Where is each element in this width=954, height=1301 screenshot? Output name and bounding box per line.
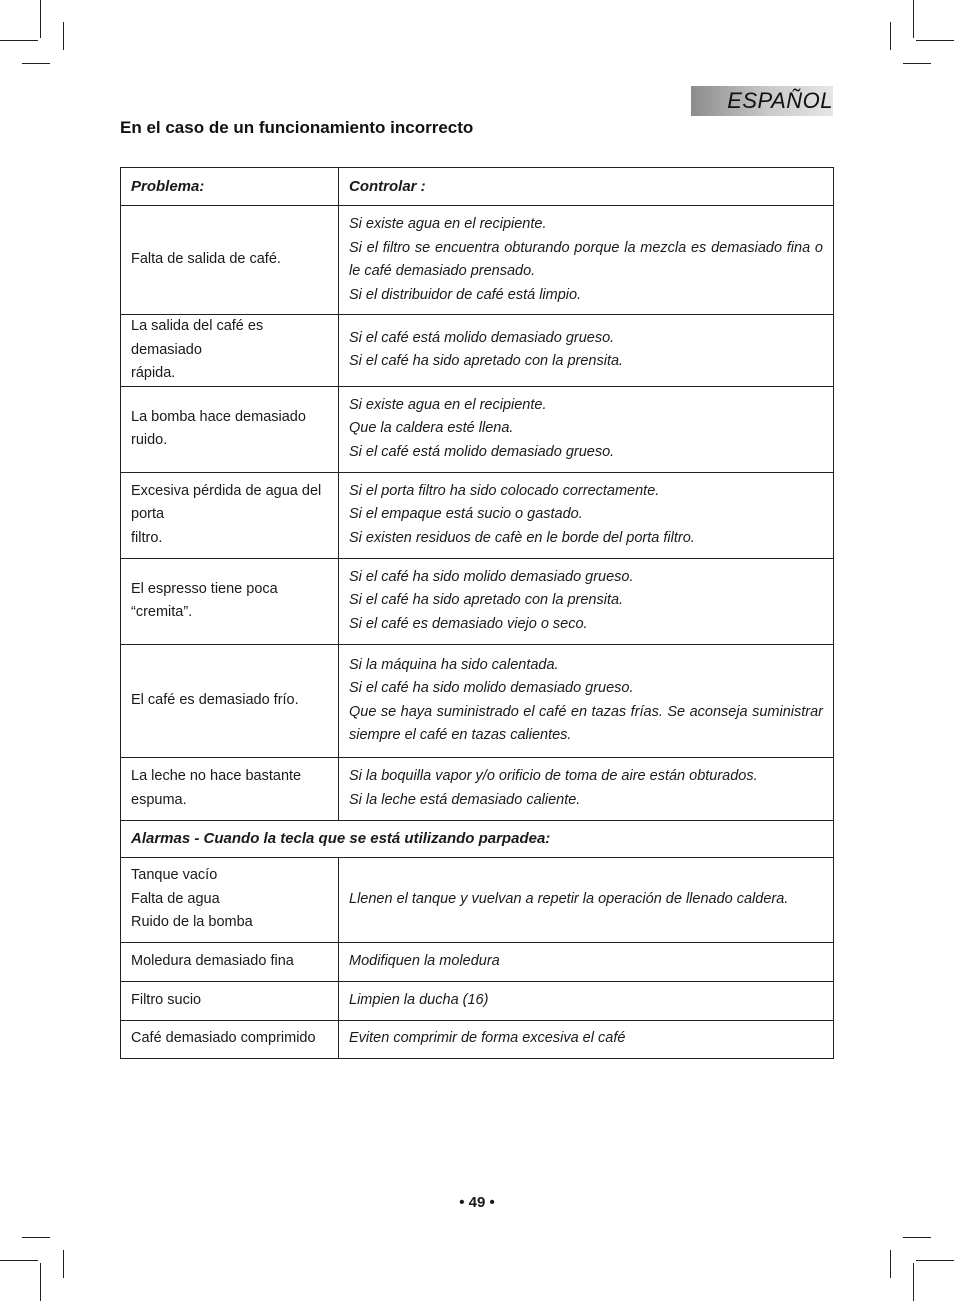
- problem-cell-line: La bomba hace demasiado ruido.: [131, 408, 306, 448]
- alarm-check-cell: [339, 1020, 834, 1058]
- alarm-problem-cell-line: Filtro sucio: [131, 991, 202, 1008]
- table-row: [121, 472, 834, 558]
- check-cell-line: Si el distribuidor de café está limpio.: [349, 286, 582, 303]
- alarm-check-cell: [339, 981, 834, 1020]
- check-cell-line: Si existen residuos de cafè en le borde del porta filtro.: [349, 529, 695, 546]
- crop-mark: [63, 1250, 64, 1278]
- table-row: [121, 206, 834, 315]
- alarm-check-cell: [339, 942, 834, 981]
- alarm-problem-cell: [121, 981, 339, 1020]
- alarm-row: [121, 981, 834, 1020]
- check-cell-line: Si el porta filtro ha sido colocado correctamente.: [349, 482, 660, 499]
- header-problem: Problema:: [121, 168, 339, 206]
- check-cell: [339, 558, 834, 644]
- crop-mark: [40, 0, 41, 38]
- table-row: [121, 315, 834, 387]
- alarm-problem-cell-line: Falta de agua: [131, 890, 220, 907]
- alarm-problem-cell: [121, 857, 339, 942]
- problem-cell: [121, 644, 339, 757]
- troubleshooting-table: [120, 167, 834, 1059]
- table-row: [121, 644, 834, 757]
- crop-mark: [913, 0, 914, 38]
- check-cell-line: Que se haya suministrado el café en tazas frías. Se aconseja suministrar siempre el café en tazas calientes.: [349, 703, 823, 743]
- problem-cell-line: Falta de salida de café.: [131, 251, 281, 268]
- page-number: • 49 •: [459, 1194, 495, 1211]
- check-cell-line: Si la leche está demasiado caliente.: [349, 791, 581, 808]
- table-row: [121, 558, 834, 644]
- table-row: [121, 386, 834, 472]
- crop-mark: [916, 1260, 954, 1261]
- check-cell-line: Si la máquina ha sido calentada.: [349, 656, 559, 673]
- problem-cell-line: espuma.: [131, 791, 187, 808]
- check-cell-line: Si el café ha sido apretado con la prensita.: [349, 353, 624, 370]
- language-tab: [691, 86, 833, 116]
- check-cell-line: Si el café ha sido molido demasiado grueso.: [349, 568, 634, 585]
- problem-cell-line: El café es demasiado frío.: [131, 691, 299, 708]
- problem-cell-line: El espresso tiene poca “cremita”.: [131, 580, 278, 620]
- header-check: Controlar :: [339, 168, 834, 206]
- check-cell-line: Si existe agua en el recipiente.: [349, 396, 547, 413]
- alarm-header: Alarmas - Cuando la tecla que se está utilizando parpadea:: [121, 820, 834, 857]
- problem-cell: [121, 315, 339, 387]
- check-cell-line: Si el café ha sido molido demasiado grueso.: [349, 680, 634, 696]
- problem-cell: [121, 757, 339, 820]
- alarm-check-cell-line: Eviten comprimir de forma excesiva el café: [349, 1030, 626, 1047]
- crop-mark: [916, 40, 954, 41]
- alarm-problem-cell-line: Ruido de la bomba: [131, 914, 253, 931]
- crop-mark: [913, 1263, 914, 1301]
- language-label: ESPAÑOL: [727, 88, 833, 113]
- check-cell-line: Si el café está molido demasiado grueso.: [349, 443, 615, 460]
- check-cell-line: Si el empaque está sucio o gastado.: [349, 506, 583, 523]
- check-cell-line: Si el café es demasiado viejo o seco.: [349, 615, 588, 632]
- alarm-row: [121, 942, 834, 981]
- problem-cell-line: La leche no hace bastante: [131, 768, 302, 784]
- table-body: [121, 168, 834, 1059]
- alarm-problem-cell-line: Café demasiado comprimido: [131, 1030, 316, 1047]
- problem-cell: [121, 558, 339, 644]
- table-row: [121, 757, 834, 820]
- check-cell-line: Si el café ha sido apretado con la prensita.: [349, 592, 624, 609]
- crop-mark: [63, 22, 64, 50]
- alarm-check-cell: [339, 857, 834, 942]
- alarm-check-cell-line: Limpien la ducha (16): [349, 991, 489, 1008]
- problem-cell: [121, 386, 339, 472]
- alarm-row: [121, 1020, 834, 1058]
- problem-cell: [121, 472, 339, 558]
- check-cell-line: Si el café está molido demasiado grueso.: [349, 329, 615, 346]
- problem-cell-line: Excesiva pérdida de agua del porta: [131, 482, 322, 523]
- check-cell: [339, 315, 834, 387]
- alarm-problem-cell-line: Moledura demasiado fina: [131, 952, 294, 969]
- check-cell: [339, 386, 834, 472]
- problem-cell-line: rápida.: [131, 365, 176, 381]
- alarm-check-cell-line: Llenen el tanque y vuelvan a repetir la operación de llenado caldera.: [349, 890, 789, 907]
- check-cell: [339, 644, 834, 757]
- alarm-header-row: [121, 820, 834, 857]
- problem-cell: [121, 206, 339, 315]
- alarm-problem-cell: [121, 1020, 339, 1058]
- crop-mark: [903, 63, 931, 64]
- crop-mark: [22, 63, 50, 64]
- crop-mark: [890, 1250, 891, 1278]
- check-cell-line: Si la boquilla vapor y/o orificio de toma de aire están obturados.: [349, 768, 758, 784]
- check-cell-line: Si existe agua en el recipiente.: [349, 216, 547, 232]
- table-header-row: [121, 168, 834, 206]
- problem-cell-line: La salida del café es demasiado: [131, 318, 264, 358]
- crop-mark: [40, 1263, 41, 1301]
- crop-mark: [890, 22, 891, 50]
- crop-mark: [0, 40, 38, 41]
- alarm-problem-cell: [121, 942, 339, 981]
- crop-mark: [0, 1260, 38, 1261]
- problem-cell-line: filtro.: [131, 529, 163, 546]
- check-cell: [339, 206, 834, 315]
- check-cell-line: Si el filtro se encuentra obturando porque la mezcla es demasiado fina o le café demasiado prensado.: [349, 239, 823, 279]
- crop-mark: [22, 1237, 50, 1238]
- section-title: En el caso de un funcionamiento incorrecto: [120, 118, 474, 137]
- check-cell: [339, 472, 834, 558]
- check-cell: [339, 757, 834, 820]
- crop-mark: [903, 1237, 931, 1238]
- alarm-problem-cell-line: Tanque vacío: [131, 867, 218, 884]
- alarm-row: [121, 857, 834, 942]
- check-cell-line: Que la caldera esté llena.: [349, 420, 514, 437]
- alarm-check-cell-line: Modifiquen la moledura: [349, 952, 500, 969]
